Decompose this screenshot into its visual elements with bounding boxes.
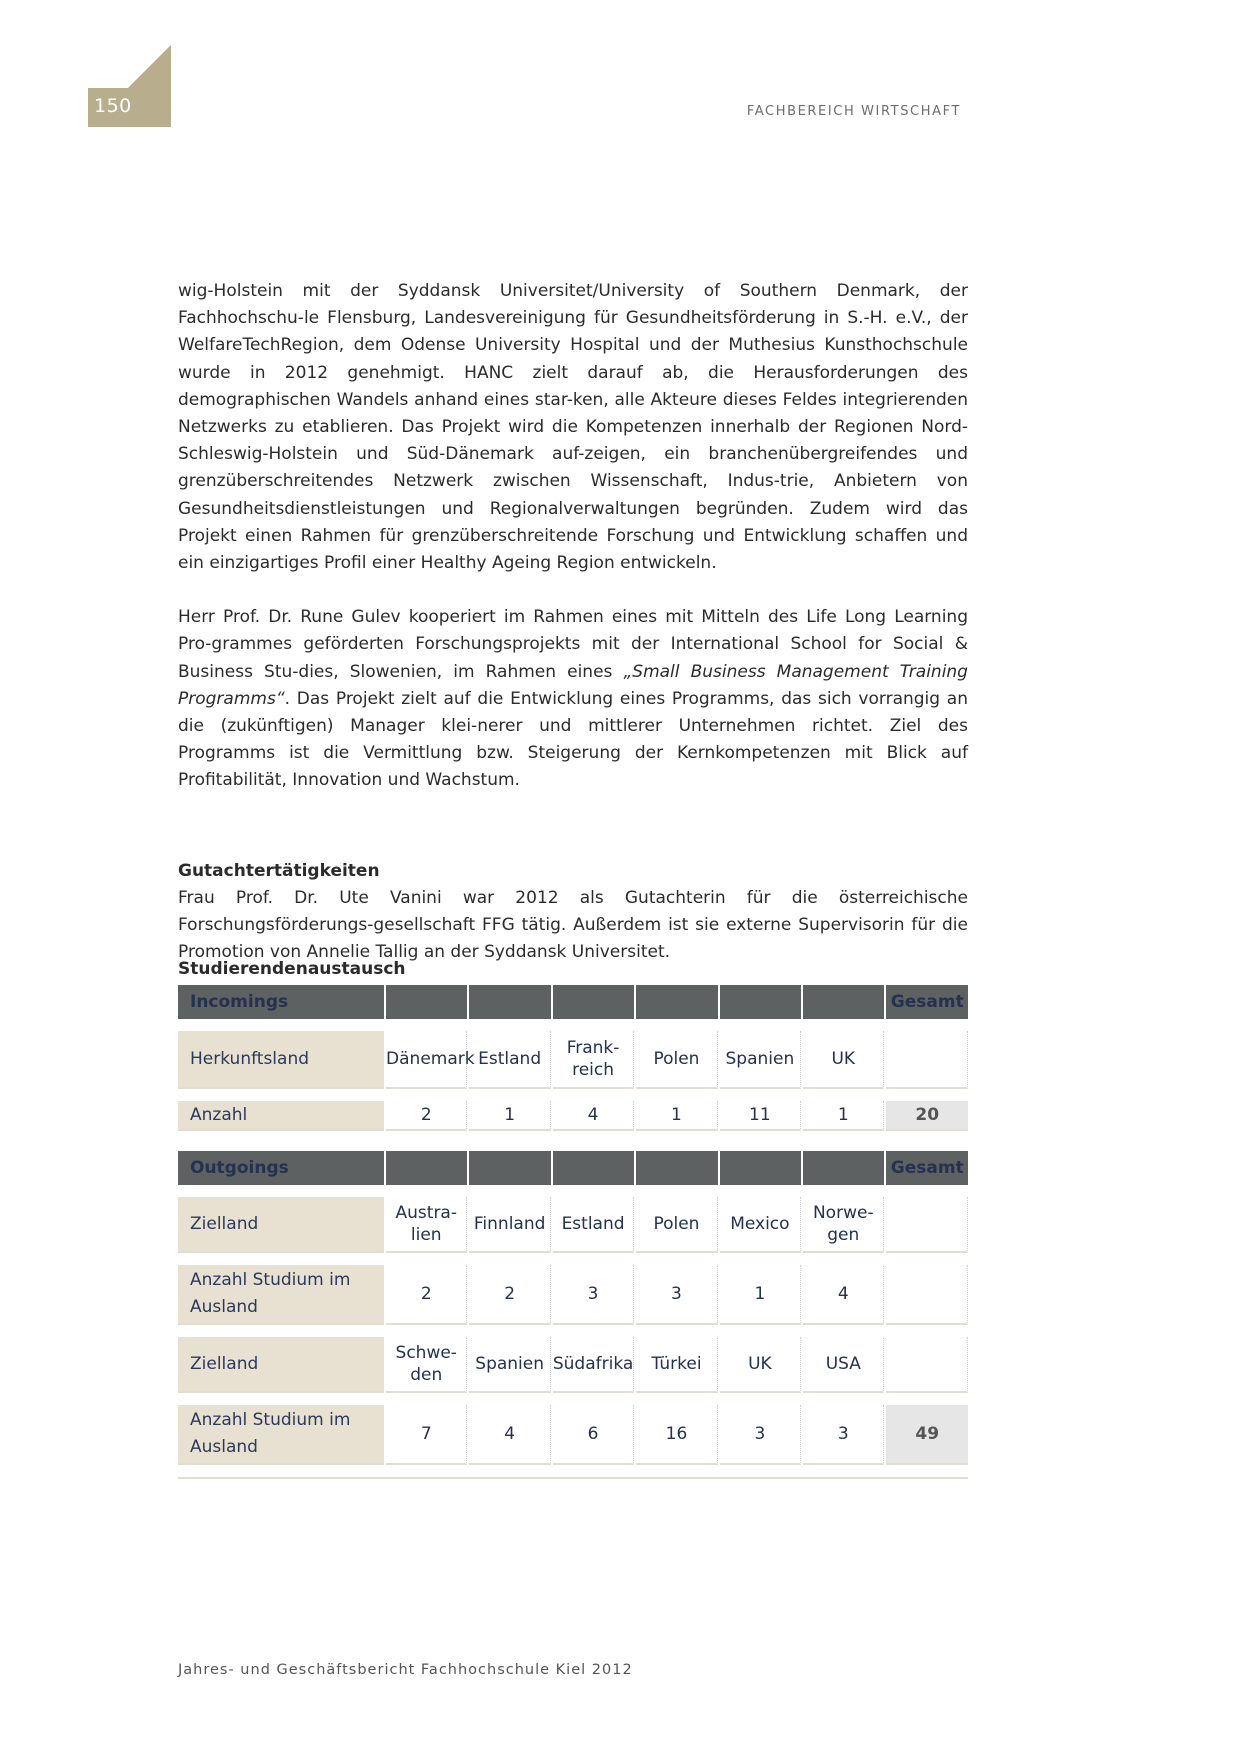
row-label: Anzahl Studium im Ausland [178,1405,384,1465]
empty-cell [886,1031,968,1089]
header-cell [720,1151,801,1185]
header-cell [803,1151,884,1185]
header-cell [469,1151,550,1185]
count-cell: 1 [803,1101,884,1131]
country-cell: Spanien [469,1337,550,1393]
country-cell: Austra- lien [386,1197,467,1253]
count-cell: 4 [803,1265,884,1325]
row-label: Anzahl Studium im Ausland [178,1265,384,1325]
outgoings-total-label: Gesamt [886,1151,968,1185]
section-gutachter [178,858,968,967]
country-cell: UK [720,1337,801,1393]
header-cell [386,1151,467,1185]
gutachter-text: Frau Prof. Dr. Ute Vanini war 2012 als Gutachterin für die österreichische Forschungsförderungs-gesellschaft FFG tätig. Außerdem ist sie externe Supervisorin für die Promotion von Annelie Tallig an der Syddansk Universitet. [178,887,968,963]
count-cell: 2 [386,1101,467,1131]
paragraph-hanc: wig-Holstein mit der Syddansk Universitet/University of Southern Denmark, der Fachhochschu-le Flensburg, Landesvereinigung für Gesundheitsförderung in S.-H. e.V., der WelfareTechRegion, dem Odense University Hospital und der Muthesius Kunsthochschule wurde in 2012 genehmigt. HANC zielt darauf ab, die Herausforderungen des demographischen Wandels anhand eines star-ken, alle Akteure dieses Feldes integrierenden Netzwerks zu etablieren. Das Projekt wird die Kompetenzen innerhalb der Regionen Nord-Schleswig-Holstein und Süd-Dänemark auf-zeigen, ein branchenübergreifendes und grenzüberschreitendes Netzwerk zwischen Wissenschaft, Indus-trie, Anbietern von Gesundheitsdienstleistungen und Regionalverwaltungen begründen. Zudem wird das Projekt einen Rahmen für grenzüberschreitende Forschung und Entwicklung schaffen und ein einzigartiges Profil einer Healthy Ageing Region entwickeln. [178,281,968,574]
header-cell [720,985,801,1019]
main-text [178,278,968,966]
count-cell: 3 [720,1405,801,1465]
outgoings-target-row-1 [178,1197,968,1253]
country-cell: Finnland [469,1197,550,1253]
count-cell: 11 [720,1101,801,1131]
country-cell: Mexico [720,1197,801,1253]
country-cell: Estland [553,1197,634,1253]
count-cell: 1 [720,1265,801,1325]
country-cell: Schwe- den [386,1337,467,1393]
incomings-total-label: Gesamt [886,985,968,1019]
row-label: Herkunftsland [178,1031,384,1089]
count-cell: 6 [553,1405,634,1465]
country-cell: Dänemark [386,1031,467,1089]
incomings-total: 20 [886,1101,968,1131]
count-cell: 3 [553,1265,634,1325]
header-cell [636,1151,717,1185]
count-cell: 2 [469,1265,550,1325]
page-number: 150 [94,95,132,117]
country-cell: UK [803,1031,884,1089]
header-cell [803,985,884,1019]
country-cell: Norwe- gen [803,1197,884,1253]
paragraph-gulev-part2: . Das Projekt zielt auf die Entwicklung eines Programms, das sich vorrangig an die (zukünftigen) Manager klei-nerer und mittlerer Unternehmen richtet. Ziel des Programms ist die Vermittlung bzw. Steigerung der Kernkompetenzen mit Blick auf Profitabilität, Innovation und Wachstum. [178,688,968,791]
empty-cell [886,1337,968,1393]
outgoings-count-row-1 [178,1265,968,1325]
row-label: Anzahl [178,1101,384,1131]
page-number-tab [0,0,200,140]
count-cell: 4 [553,1101,634,1131]
empty-cell [886,1265,968,1325]
outgoings-header-row [178,1151,968,1185]
header-cell [636,985,717,1019]
section-studierendenaustausch [178,956,968,1479]
count-cell: 2 [386,1265,467,1325]
count-cell: 1 [636,1101,717,1131]
header-cell [553,1151,634,1185]
header-cell [469,985,550,1019]
programme-title: „Small Business Management Training Programms“ [178,661,968,709]
count-cell: 3 [636,1265,717,1325]
count-cell: 7 [386,1405,467,1465]
country-cell: Spanien [720,1031,801,1089]
count-cell: 16 [636,1405,717,1465]
outgoings-target-row-2 [178,1337,968,1393]
paragraph-gulev-part1: Herr Prof. Dr. Rune Gulev kooperiert im Rahmen eines mit Mitteln des Life Long Learning Pro-grammes geförderten Forschungsprojekts mit der International School for Social & Business Stu-dies, Slowenien, im Rahmen eines [178,607,968,682]
gutachter-heading: Gutachtertätigkeiten [178,860,380,881]
country-cell: USA [803,1337,884,1393]
incomings-count-row [178,1101,968,1131]
footer: Jahres- und Geschäftsbericht Fachhochschule Kiel 2012 [178,1662,633,1678]
incomings-table [176,985,970,1479]
row-label: Zielland [178,1337,384,1393]
paragraph-gulev [178,604,968,794]
count-cell: 4 [469,1405,550,1465]
country-cell: Südafrika [553,1337,634,1393]
empty-cell [886,1197,968,1253]
exchange-heading: Studierendenaustausch [178,959,406,979]
incomings-title: Incomings [178,985,384,1019]
header-cell [553,985,634,1019]
outgoings-count-row-2 [178,1405,968,1465]
country-cell: Estland [469,1031,550,1089]
row-label: Zielland [178,1197,384,1253]
running-head: FACHBEREICH WIRTSCHAFT [746,104,961,119]
incomings-country-row [178,1031,968,1089]
outgoings-total: 49 [886,1405,968,1465]
outgoings-title: Outgoings [178,1151,384,1185]
country-cell: Türkei [636,1337,717,1393]
country-cell: Polen [636,1197,717,1253]
country-cell: Frank- reich [553,1031,634,1089]
count-cell: 1 [469,1101,550,1131]
header-cell [386,985,467,1019]
count-cell: 3 [803,1405,884,1465]
country-cell: Polen [636,1031,717,1089]
incomings-header-row [178,985,968,1019]
